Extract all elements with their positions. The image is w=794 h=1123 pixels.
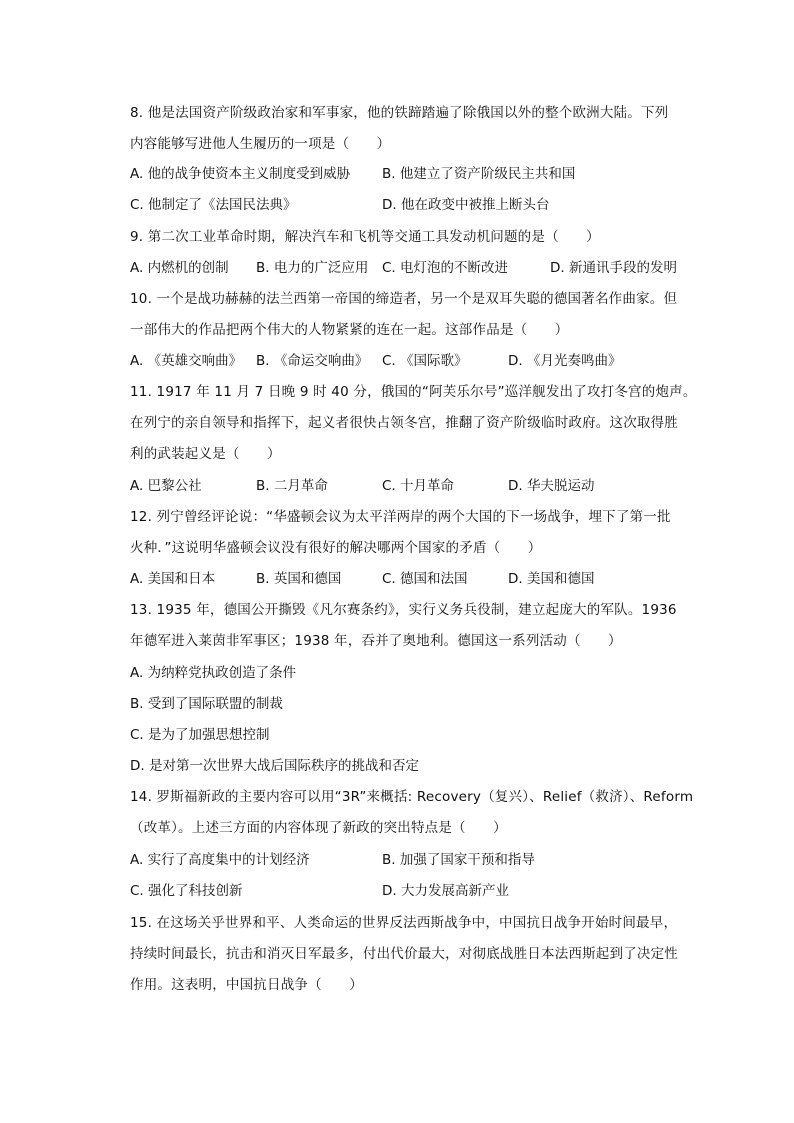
question-11-option-d: D. 华夫脱运动 <box>508 478 595 494</box>
question-11-option-c: C. 十月革命 <box>382 478 455 494</box>
question-12-line-2: 火种．”这说明华盛顿会议没有很好的解决哪两个国家的矛盾（ ） <box>130 540 542 556</box>
question-12-line-1: 12. 列宁曾经评论说：“华盛顿会议为太平洋两岸的两个大国的下一场战争，埋下了第一批 <box>130 509 671 525</box>
question-12-option-a: A. 美国和日本 <box>130 571 216 587</box>
question-13-option-b: B. 受到了国际联盟的制裁 <box>130 696 283 712</box>
question-9-option-a: A. 内燃机的创制 <box>130 260 229 276</box>
question-9-line-1: 9. 第二次工业革命时期，解决汽车和飞机等交通工具发动机问题的是（ ） <box>130 229 600 245</box>
question-14-line-1: 14. 罗斯福新政的主要内容可以用“3R”来概括: Recovery（复兴）、Relief（救济）、Reform <box>130 789 694 805</box>
question-11-line-2: 在列宁的亲自领导和指挥下，起义者很快占领冬宫，推翻了资产阶级临时政府。这次取得胜 <box>130 415 678 431</box>
question-8-option-b: B. 他建立了资产阶级民主共和国 <box>382 166 576 182</box>
question-13-option-d: D. 是对第一次世界大战后国际秩序的挑战和否定 <box>130 758 419 774</box>
question-8-line-1: 8. 他是法国资产阶级政治家和军事家，他的铁蹄踏遍了除俄国以外的整个欧洲大陆。下列 <box>130 105 669 121</box>
question-8-option-c: C. 他制定了《法国民法典》 <box>130 197 297 213</box>
question-14-option-b: B. 加强了国家干预和指导 <box>382 852 535 868</box>
question-14-option-c: C. 强化了科技创新 <box>130 883 243 899</box>
question-14-option-d: D. 大力发展高新产业 <box>382 883 509 899</box>
question-9-option-b: B. 电力的广泛应用 <box>256 260 369 276</box>
question-13-line-1: 13. 1935 年，德国公开撕毁《凡尔赛条约》，实行义务兵役制，建立起庞大的军队。1936 <box>130 602 677 618</box>
question-13-option-a: A. 为纳粹党执政创造了条件 <box>130 665 297 681</box>
question-15-line-2: 持续时间最长，抗击和消灭日军最多，付出代价最大，对彻底战胜日本法西斯起到了决定性 <box>130 946 678 962</box>
question-15-line-3: 作用。这表明，中国抗日战争（ ） <box>130 977 363 993</box>
question-15-line-1: 15. 在这场关乎世界和平、人类命运的世界反法西斯战争中，中国抗日战争开始时间最早， <box>130 915 678 931</box>
question-11-line-1: 11. 1917 年 11 月 7 日晚 9 时 40 分，俄国的“阿芙乐尔号”巡洋舰发出了攻打冬宫的炮声。 <box>130 384 697 400</box>
question-13-option-c: C. 是为了加强思想控制 <box>130 727 270 743</box>
question-10-option-b: B. 《命运交响曲》 <box>256 353 369 369</box>
question-11-option-b: B. 二月革命 <box>256 478 328 494</box>
question-13-line-2: 年德军进入莱茵非军事区；1938 年，吞并了奥地利。德国这一系列活动（ ） <box>130 633 622 649</box>
question-11-line-3: 利的武装起义是（ ） <box>130 446 281 462</box>
question-10-option-d: D. 《月光奏鸣曲》 <box>508 353 622 369</box>
question-10-line-1: 10. 一个是战功赫赫的法兰西第一帝国的缔造者，另一个是双耳失聪的德国著名作曲家。但 <box>130 291 678 307</box>
question-11-option-a: A. 巴黎公社 <box>130 478 202 494</box>
question-8-option-a: A. 他的战争使资本主义制度受到威胁 <box>130 166 351 182</box>
question-8-option-d: D. 他在政变中被推上断头台 <box>382 197 550 213</box>
question-12-option-b: B. 英国和德国 <box>256 571 342 587</box>
question-12-option-d: D. 美国和德国 <box>508 571 595 587</box>
question-10-option-c: C. 《国际歌》 <box>382 353 468 369</box>
question-9-option-d: D. 新通讯手段的发明 <box>550 260 677 276</box>
question-9-option-c: C. 电灯泡的不断改进 <box>382 260 509 276</box>
question-8-line-2: 内容能够写进他人生履历的一项是（ ） <box>130 136 391 152</box>
question-12-option-c: C. 德国和法国 <box>382 571 468 587</box>
question-14-option-a: A. 实行了高度集中的计划经济 <box>130 852 310 868</box>
question-14-line-2: （改革）。上述三方面的内容体现了新政的突出特点是（ ） <box>130 820 507 836</box>
question-10-line-2: 一部伟大的作品把两个伟大的人物紧紧的连在一起。这部作品是（ ） <box>130 322 569 338</box>
question-10-option-a: A. 《英雄交响曲》 <box>130 353 243 369</box>
